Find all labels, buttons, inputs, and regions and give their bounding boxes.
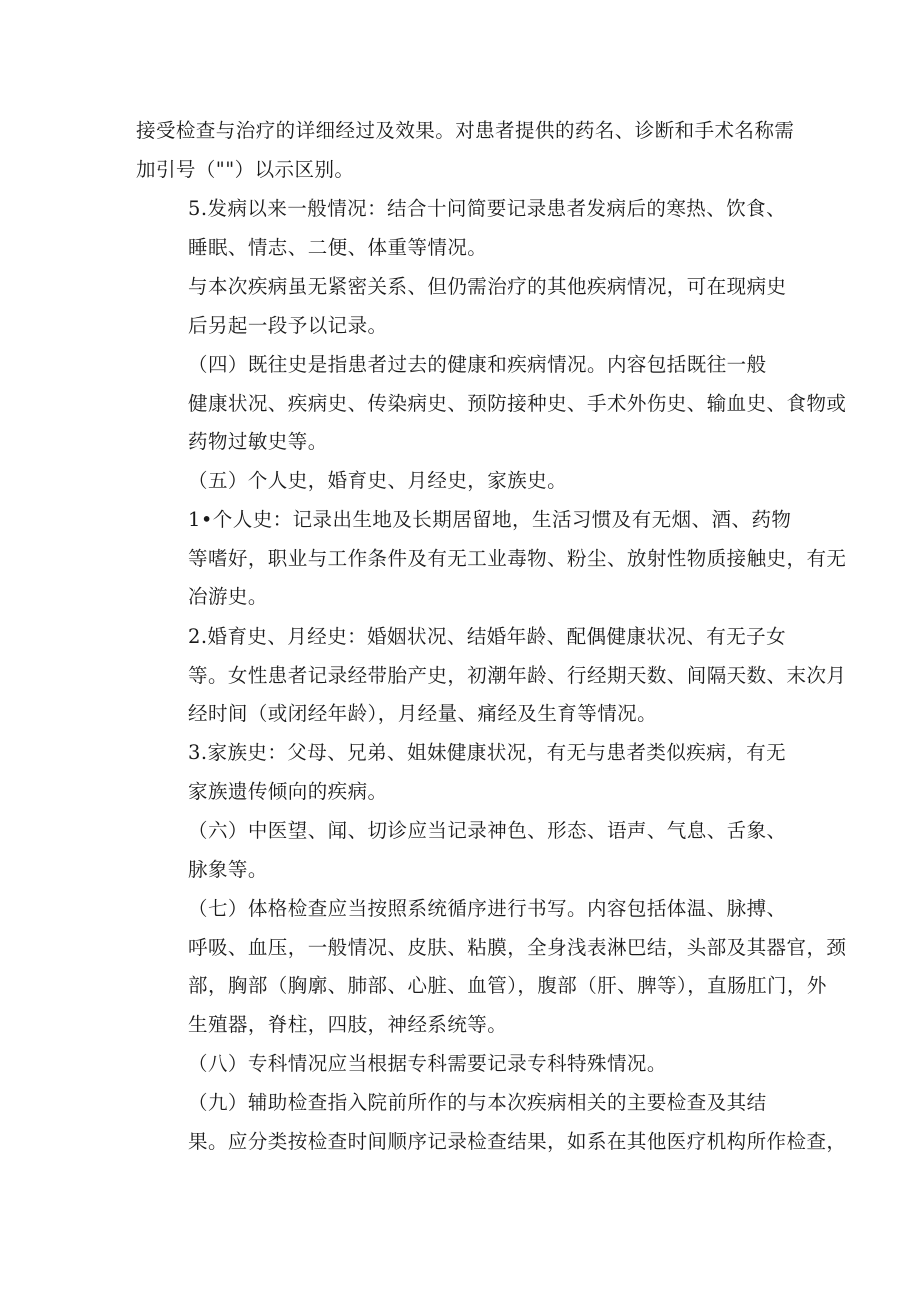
text-line: 1•个人史：记录出生地及长期居留地，生活习惯及有无烟、酒、药物 <box>188 508 792 531</box>
text-line: 与本次疾病虽无紧密关系、但仍需治疗的其他疾病情况，可在现病史 <box>188 275 787 298</box>
text-line: 生殖器，脊柱，四肢，神经系统等。 <box>188 1012 508 1036</box>
text-line: （八）专科情况应当根据专科需要记录专科特殊情况。 <box>188 1052 667 1075</box>
paragraph-physical-examination <box>136 890 847 1044</box>
text-line: 部，胸部（胸廓、肺部、心脏、血管），腹部（肝、脾等），直肠肛门，外 <box>188 974 827 998</box>
paragraph-auxiliary-examination <box>136 1084 847 1161</box>
text-line: 3.家族史：父母、兄弟、姐妹健康状况，有无与患者类似疾病，有无 <box>188 741 787 764</box>
text-line: 药物过敏史等。 <box>188 430 328 454</box>
text-line: 接受检查与治疗的详细经过及效果。对患者提供的药名、诊断和手术名称需 <box>136 119 795 142</box>
paragraph-family-history <box>136 734 796 811</box>
text-line: 脉象等。 <box>188 857 268 881</box>
text-line: 家族遗传倾向的疾病。 <box>188 779 388 803</box>
paragraph-treatment-details <box>136 112 796 189</box>
paragraph-other-diseases <box>136 268 796 345</box>
text-line: 冶游史。 <box>188 585 268 609</box>
paragraph-tcm-diagnosis <box>136 812 796 889</box>
text-line: （九）辅助检查指入院前所作的与本次疾病相关的主要检查及其结 <box>188 1091 767 1114</box>
text-line: （五）个人史，婚育史、月经史，家族史。 <box>188 469 568 492</box>
text-line: 健康状况、疾病史、传染病史、预防接种史、手术外伤史、输血史、食物或 <box>188 391 847 415</box>
paragraph-specialty-condition <box>136 1045 796 1084</box>
text-line: 呼吸、血压，一般情况、皮肤、粘膜，全身浅表淋巴结，头部及其器官，颈 <box>188 935 847 959</box>
paragraph-personal-history <box>136 501 847 617</box>
text-line: 经时间（或闭经年龄），月经量、痛经及生育等情况。 <box>188 702 658 726</box>
text-line: （七）体格检查应当按照系统循序进行书写。内容包括体温、脉搏、 <box>188 897 787 920</box>
text-line: 等嗜好，职业与工作条件及有无工业毒物、粉尘、放射性物质接触史，有无 <box>188 546 847 570</box>
paragraph-personal-history-heading <box>136 462 796 501</box>
paragraph-past-history <box>136 346 847 462</box>
text-line: （四）既往史是指患者过去的健康和疾病情况。内容包括既往一般 <box>188 353 767 376</box>
text-line: 果。应分类按检查时间顺序记录检查结果，如系在其他医疗机构所作检查， <box>188 1129 847 1153</box>
text-line: 5.发病以来一般情况：结合十问简要记录患者发病后的寒热、饮食、 <box>188 197 787 220</box>
text-line: （六）中医望、闻、切诊应当记录神色、形态、语声、气息、舌象、 <box>188 819 787 842</box>
paragraph-general-condition <box>136 190 796 267</box>
text-line: 等。女性患者记录经带胎产史，初潮年龄、行经期天数、间隔天数、末次月 <box>188 663 847 687</box>
text-line: 加引号（""）以示区别。 <box>136 157 355 181</box>
text-line: 睡眠、情志、二便、体重等情况。 <box>188 235 488 259</box>
text-line: 后另起一段予以记录。 <box>188 313 388 337</box>
paragraph-marriage-menstrual-history <box>136 618 847 734</box>
text-line: 2.婚育史、月经史：婚姻状况、结婚年龄、配偶健康状况、有无子女 <box>188 625 787 648</box>
